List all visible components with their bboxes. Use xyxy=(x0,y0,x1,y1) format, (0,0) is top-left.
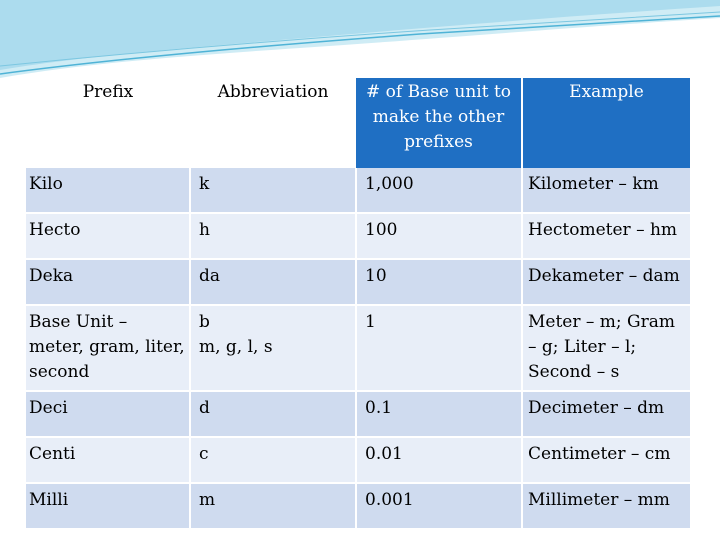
cell-prefix: Hecto xyxy=(26,213,190,259)
cell-prefix: Base Unit – meter, gram, liter, second xyxy=(26,305,190,391)
header-example: Example xyxy=(522,78,690,168)
cell-example: Centimeter – cm xyxy=(522,437,690,483)
cell-prefix: Deci xyxy=(26,391,190,437)
cell-example: Meter – m; Gram – g; Liter – l; Second – s xyxy=(522,305,690,391)
cell-example: Dekameter – dam xyxy=(522,259,690,305)
cell-abbreviation: h xyxy=(190,213,356,259)
table-row xyxy=(26,259,690,305)
cell-example: Decimeter – dm xyxy=(522,391,690,437)
table-row xyxy=(26,437,690,483)
cell-prefix: Kilo xyxy=(26,168,190,213)
cell-abbreviation: d xyxy=(190,391,356,437)
header-base-units: # of Base unit to make the other prefixes xyxy=(356,78,522,168)
cell-abbreviation-line-2: m, g, l, s xyxy=(199,337,273,357)
cell-prefix: Milli xyxy=(26,483,190,529)
cell-base-units: 10 xyxy=(356,259,522,305)
header-prefix: Prefix xyxy=(26,78,190,168)
metric-prefix-table xyxy=(26,78,690,530)
cell-base-units: 0.1 xyxy=(356,391,522,437)
cell-base-units: 0.01 xyxy=(356,437,522,483)
cell-abbreviation: k xyxy=(190,168,356,213)
table-row xyxy=(26,483,690,529)
cell-abbreviation: c xyxy=(190,437,356,483)
decorative-banner xyxy=(0,0,720,80)
cell-abbreviation-line-1: b xyxy=(199,312,210,332)
cell-prefix: Deka xyxy=(26,259,190,305)
table-row xyxy=(26,391,690,437)
cell-example: Millimeter – mm xyxy=(522,483,690,529)
cell-base-units: 0.001 xyxy=(356,483,522,529)
cell-abbreviation xyxy=(190,305,356,391)
cell-abbreviation: da xyxy=(190,259,356,305)
cell-base-units: 1 xyxy=(356,305,522,391)
table-row xyxy=(26,168,690,213)
header-abbreviation: Abbreviation xyxy=(190,78,356,168)
cell-base-units: 1,000 xyxy=(356,168,522,213)
cell-example: Kilometer – km xyxy=(522,168,690,213)
table-header-row xyxy=(26,78,690,168)
table-row xyxy=(26,305,690,391)
table-row xyxy=(26,213,690,259)
cell-base-units: 100 xyxy=(356,213,522,259)
cell-prefix: Centi xyxy=(26,437,190,483)
cell-example: Hectometer – hm xyxy=(522,213,690,259)
cell-abbreviation: m xyxy=(190,483,356,529)
